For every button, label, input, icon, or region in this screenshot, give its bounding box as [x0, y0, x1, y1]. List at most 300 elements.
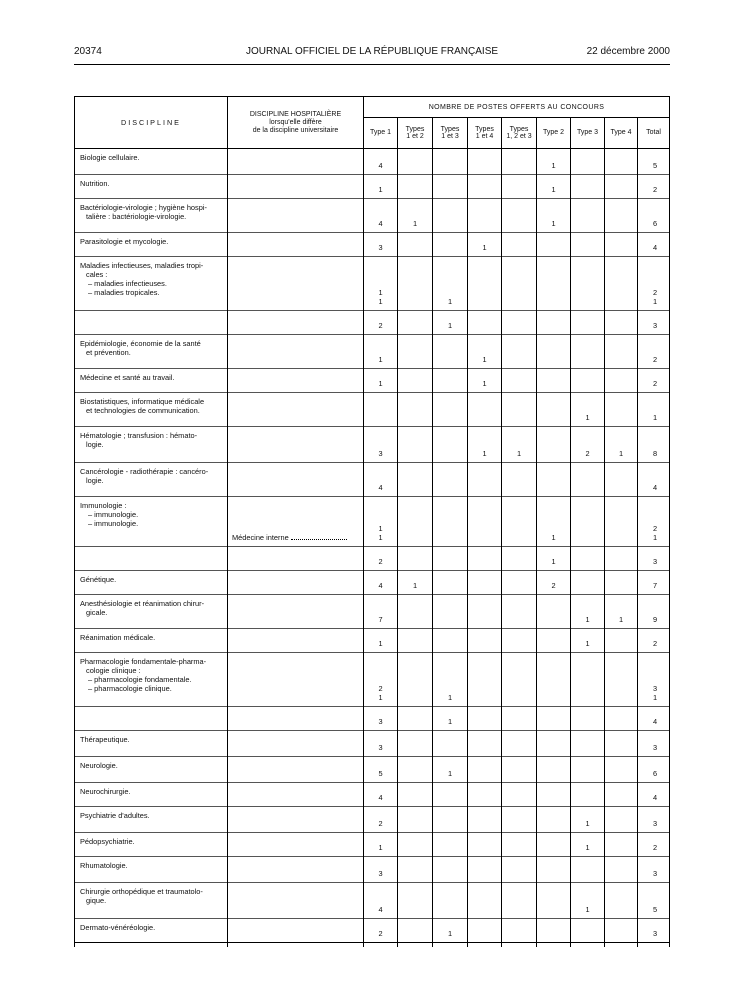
- discipline-text: Psychiatrie d'adultes.: [80, 811, 150, 820]
- count-cell: [468, 919, 502, 943]
- count-cell: 2: [364, 919, 398, 943]
- count-cell: 2: [364, 311, 398, 335]
- count-cell: [605, 497, 638, 547]
- count-cell: [571, 463, 605, 497]
- count-cell: [502, 547, 537, 571]
- discipline-text: Réanimation médicale.: [80, 633, 156, 642]
- count-cell: [433, 595, 468, 629]
- discipline-text: Médecine et santé au travail.: [80, 373, 175, 382]
- count-cell: [468, 731, 502, 757]
- count-cell: [502, 653, 537, 707]
- count-cell: [468, 595, 502, 629]
- column-header-line: Types: [405, 125, 425, 133]
- count-cell: [605, 571, 638, 595]
- column-header-2: [433, 118, 468, 149]
- count-cell: [537, 653, 571, 707]
- table-row: [75, 199, 670, 233]
- count-cell: 1: [364, 833, 398, 857]
- count-cell: [571, 311, 605, 335]
- column-header-3: [468, 118, 502, 149]
- count-cell: [571, 757, 605, 783]
- count-cell: [398, 653, 433, 707]
- count-cell: [398, 833, 433, 857]
- hospital-discipline-text: Médecine interne: [232, 533, 289, 542]
- total-cell: 3: [638, 731, 670, 757]
- column-header-line: Types: [440, 125, 460, 133]
- count-cell: [433, 393, 468, 427]
- count-cell: [433, 175, 468, 199]
- discipline-cell: [75, 731, 228, 757]
- count-cell: [571, 335, 605, 369]
- column-header-8: [638, 118, 670, 149]
- count-cell: 1: [398, 571, 433, 595]
- column-header-line: 1 et 2: [406, 133, 424, 140]
- table-row: [75, 629, 670, 653]
- discipline-cell: [75, 369, 228, 393]
- count-cell: [398, 393, 433, 427]
- count-cell: [398, 233, 433, 257]
- hospital-discipline-cell: [228, 571, 364, 595]
- count-cell: [502, 393, 537, 427]
- discipline-text: Parasitologie et mycologie.: [80, 237, 169, 246]
- count-cell: [502, 757, 537, 783]
- hospital-discipline-cell: [228, 595, 364, 629]
- discipline-text: gique.: [86, 896, 107, 905]
- hospital-discipline-cell: [228, 175, 364, 199]
- count-cell: 4: [364, 149, 398, 175]
- hospital-discipline-cell: [228, 497, 364, 547]
- count-cell: [571, 783, 605, 807]
- issue-date: 22 décembre 2000: [586, 46, 670, 57]
- count-cell: [605, 783, 638, 807]
- count-cell: [398, 463, 433, 497]
- count-cell: [605, 369, 638, 393]
- discipline-cell: [75, 311, 228, 335]
- count-cell: [468, 883, 502, 919]
- count-cell: [468, 199, 502, 233]
- count-cell: 1: [537, 547, 571, 571]
- count-cell: [605, 919, 638, 943]
- discipline-text: – maladies tropicales.: [88, 288, 160, 297]
- count-cell: [398, 175, 433, 199]
- count-cell: [502, 335, 537, 369]
- count-cell: 1: [364, 335, 398, 369]
- column-header-line: Type 1: [369, 129, 391, 137]
- count-cell: [537, 757, 571, 783]
- discipline-cell: [75, 629, 228, 653]
- discipline-cell: [75, 175, 228, 199]
- column-header-hospital-discipline: [228, 97, 364, 149]
- count-cell: [433, 369, 468, 393]
- count-cell: [398, 427, 433, 463]
- count-cell: 7: [364, 595, 398, 629]
- count-cell: [398, 497, 433, 547]
- count-cell: [502, 807, 537, 833]
- count-cell: 1: [605, 595, 638, 629]
- count-cell: [502, 311, 537, 335]
- column-header-line: Type 3: [576, 129, 598, 137]
- count-cell: 4: [364, 571, 398, 595]
- count-cell: [433, 731, 468, 757]
- total-cell: 6: [638, 757, 670, 783]
- count-cell: [398, 783, 433, 807]
- hosp-header-line-3: de la discipline universitaire: [252, 126, 339, 134]
- total-cell: 4: [638, 463, 670, 497]
- count-cell: [398, 731, 433, 757]
- count-cell: [605, 393, 638, 427]
- table-row: [75, 369, 670, 393]
- hospital-discipline-cell: [228, 653, 364, 707]
- total-cell: 3: [638, 807, 670, 833]
- discipline-cell: [75, 393, 228, 427]
- total-cell: 3: [638, 857, 670, 883]
- count-cell: [398, 311, 433, 335]
- count-cell: [398, 807, 433, 833]
- count-cell: 1: [605, 427, 638, 463]
- count-cell: [433, 427, 468, 463]
- count-cell: [605, 463, 638, 497]
- count-cell: [398, 335, 433, 369]
- hospital-discipline-cell: [228, 335, 364, 369]
- discipline-text: Dermato-vénéréologie.: [80, 923, 156, 932]
- table-row: [75, 427, 670, 463]
- discipline-cell: [75, 833, 228, 857]
- count-cell: [571, 199, 605, 233]
- count-cell: 1: [502, 427, 537, 463]
- count-cell: 1: [364, 629, 398, 653]
- discipline-cell: [75, 757, 228, 783]
- count-cell: [502, 707, 537, 731]
- count-cell: [433, 629, 468, 653]
- discipline-text: – immunologie.: [88, 519, 139, 528]
- count-cell: [502, 175, 537, 199]
- count-cell: 1: [537, 175, 571, 199]
- table-row: [75, 547, 670, 571]
- hospital-discipline-cell: [228, 833, 364, 857]
- count-cell: [537, 233, 571, 257]
- count-cell: 1: [468, 369, 502, 393]
- discipline-text: Génétique.: [80, 575, 117, 584]
- count-cell: [502, 883, 537, 919]
- count-cell: [502, 783, 537, 807]
- discipline-text: Nutrition.: [80, 179, 110, 188]
- hospital-discipline-cell: [228, 199, 364, 233]
- count-cell: [571, 857, 605, 883]
- count-cell: [433, 571, 468, 595]
- column-header-0: [364, 118, 398, 149]
- count-cell: 3: [364, 707, 398, 731]
- count-cell: [502, 369, 537, 393]
- count-cell: [398, 883, 433, 919]
- count-cell: [571, 571, 605, 595]
- count-cell: 4: [364, 783, 398, 807]
- total-cell: 8: [638, 427, 670, 463]
- count-cell: [605, 335, 638, 369]
- count-cell: [468, 757, 502, 783]
- count-cell: [537, 335, 571, 369]
- count-cell: [605, 149, 638, 175]
- column-header-line: Type 2: [542, 129, 564, 137]
- discipline-text: Biologie cellulaire.: [80, 153, 140, 162]
- count-cell: [571, 175, 605, 199]
- journal-title: JOURNAL OFFICIEL DE LA RÉPUBLIQUE FRANÇAISE: [245, 46, 499, 57]
- total-cell: 2: [638, 629, 670, 653]
- total-cell: 1: [638, 393, 670, 427]
- count-cell: [537, 783, 571, 807]
- count-cell: [433, 335, 468, 369]
- count-cell: 4: [364, 199, 398, 233]
- discipline-cell: [75, 783, 228, 807]
- count-cell: [468, 463, 502, 497]
- discipline-text: – pharmacologie clinique.: [88, 684, 172, 693]
- discipline-text: Thérapeutique.: [80, 735, 130, 744]
- total-cell: 2: [638, 175, 670, 199]
- count-cell: [605, 731, 638, 757]
- count-cell: 1: [468, 427, 502, 463]
- table-row: [75, 463, 670, 497]
- column-header-line: Types: [475, 125, 494, 133]
- count-cell: [502, 233, 537, 257]
- count-cell: 2 1: [364, 653, 398, 707]
- count-cell: [605, 233, 638, 257]
- count-cell: 1: [364, 175, 398, 199]
- count-cell: 1: [468, 335, 502, 369]
- count-cell: [605, 199, 638, 233]
- discipline-cell: [75, 707, 228, 731]
- column-header-7: [605, 118, 638, 149]
- count-cell: [433, 233, 468, 257]
- count-cell: [468, 653, 502, 707]
- page-number: 20374: [74, 46, 102, 57]
- count-cell: 1 1: [364, 497, 398, 547]
- hosp-header-line-1: DISCIPLINE HOSPITALIÈRE: [249, 110, 342, 118]
- table-row: [75, 731, 670, 757]
- hospital-discipline-cell: [228, 427, 364, 463]
- count-cell: 1: [537, 199, 571, 233]
- count-cell: [502, 857, 537, 883]
- count-cell: [468, 149, 502, 175]
- discipline-text: logie.: [86, 440, 104, 449]
- discipline-cell: [75, 149, 228, 175]
- discipline-cell: [75, 653, 228, 707]
- hosp-header-line-2: lorsqu'elle diffère: [269, 118, 322, 126]
- count-cell: 1: [571, 833, 605, 857]
- count-cell: 1: [571, 629, 605, 653]
- count-cell: 1: [571, 595, 605, 629]
- hospital-discipline-cell: [228, 919, 364, 943]
- count-cell: [433, 149, 468, 175]
- count-cell: [605, 757, 638, 783]
- count-cell: [398, 757, 433, 783]
- count-cell: [502, 595, 537, 629]
- count-cell: [537, 857, 571, 883]
- count-cell: [605, 629, 638, 653]
- count-cell: [502, 571, 537, 595]
- count-cell: [537, 707, 571, 731]
- count-cell: [537, 311, 571, 335]
- count-cell: [571, 149, 605, 175]
- discipline-cell: [75, 807, 228, 833]
- hospital-discipline-cell: [228, 393, 364, 427]
- total-cell: 9: [638, 595, 670, 629]
- count-cell: 1: [433, 707, 468, 731]
- discipline-cell: [75, 199, 228, 233]
- count-cell: [571, 257, 605, 311]
- hospital-discipline-cell: [228, 311, 364, 335]
- discipline-text: Epidémiologie, économie de la santé: [80, 339, 201, 348]
- column-header-5: [537, 118, 571, 149]
- table-row: [75, 707, 670, 731]
- count-cell: 1: [433, 311, 468, 335]
- total-cell: 2 1: [638, 497, 670, 547]
- count-cell: [433, 783, 468, 807]
- count-cell: [433, 463, 468, 497]
- count-cell: 1: [364, 369, 398, 393]
- total-cell: 2: [638, 369, 670, 393]
- count-cell: 1: [537, 497, 571, 547]
- discipline-text: et prévention.: [86, 348, 131, 357]
- count-cell: [502, 919, 537, 943]
- discipline-text: Cancérologie - radiothérapie : cancéro-: [80, 467, 209, 476]
- table-row: [75, 571, 670, 595]
- column-header-line: Total: [646, 129, 661, 137]
- discipline-cell: [75, 335, 228, 369]
- total-cell: 5: [638, 883, 670, 919]
- total-cell: 4: [638, 707, 670, 731]
- count-cell: [605, 175, 638, 199]
- count-cell: [502, 149, 537, 175]
- count-cell: [398, 149, 433, 175]
- count-cell: [468, 547, 502, 571]
- count-cell: [537, 919, 571, 943]
- count-cell: 1 1: [364, 257, 398, 311]
- table-row: [75, 919, 670, 943]
- discipline-text: Chirurgie orthopédique et traumatolo-: [80, 887, 203, 896]
- count-cell: [571, 707, 605, 731]
- count-cell: [537, 427, 571, 463]
- total-cell: 4: [638, 233, 670, 257]
- total-cell: 2: [638, 335, 670, 369]
- count-cell: [571, 497, 605, 547]
- page-header: [74, 46, 670, 60]
- column-header-line: Type 4: [610, 129, 632, 137]
- column-header-6: [571, 118, 605, 149]
- count-cell: [537, 257, 571, 311]
- count-cell: 1: [571, 807, 605, 833]
- count-cell: 2: [364, 807, 398, 833]
- discipline-text: Maladies infectieuses, maladies tropi-: [80, 261, 204, 270]
- hospital-discipline-cell: [228, 731, 364, 757]
- discipline-cell: [75, 857, 228, 883]
- count-cell: [605, 311, 638, 335]
- count-cell: 2: [364, 547, 398, 571]
- count-cell: 3: [364, 233, 398, 257]
- count-cell: [605, 883, 638, 919]
- discipline-text: Hématologie ; transfusion : hémato-: [80, 431, 198, 440]
- count-cell: 3: [364, 731, 398, 757]
- count-cell: 1: [468, 233, 502, 257]
- column-group-header: NOMBRE DE POSTES OFFERTS AU CONCOURS: [364, 97, 670, 118]
- discipline-text: Pharmacologie fondamentale-pharma-: [80, 657, 207, 666]
- count-cell: [468, 833, 502, 857]
- hospital-discipline-cell: [228, 369, 364, 393]
- count-cell: 4: [364, 463, 398, 497]
- discipline-text: talière : bactériologie-virologie.: [86, 212, 187, 221]
- hospital-discipline-cell: [228, 857, 364, 883]
- discipline-cell: [75, 463, 228, 497]
- table-row: [75, 257, 670, 311]
- total-cell: 5: [638, 149, 670, 175]
- count-cell: [398, 369, 433, 393]
- count-cell: [468, 497, 502, 547]
- total-cell: 2 1: [638, 257, 670, 311]
- discipline-cell: [75, 595, 228, 629]
- hospital-discipline-cell: [228, 257, 364, 311]
- count-cell: [537, 595, 571, 629]
- table-row: [75, 497, 670, 547]
- discipline-cell: [75, 257, 228, 311]
- column-header-line: Types: [509, 125, 529, 133]
- count-cell: [468, 311, 502, 335]
- total-cell: 7: [638, 571, 670, 595]
- count-cell: [571, 233, 605, 257]
- count-cell: [468, 783, 502, 807]
- count-cell: [433, 497, 468, 547]
- count-cell: [398, 257, 433, 311]
- count-cell: [605, 707, 638, 731]
- discipline-text: Immunologie :: [80, 501, 127, 510]
- table-row: [75, 807, 670, 833]
- count-cell: [433, 857, 468, 883]
- count-cell: [433, 199, 468, 233]
- count-cell: [433, 807, 468, 833]
- column-header-discipline: DISCIPLINE: [75, 97, 228, 149]
- count-cell: 1: [433, 257, 468, 311]
- count-cell: 1: [571, 883, 605, 919]
- hospital-discipline-cell: [228, 707, 364, 731]
- discipline-text: Rhumatologie.: [80, 861, 128, 870]
- count-cell: [605, 653, 638, 707]
- count-cell: 1: [571, 393, 605, 427]
- count-cell: [502, 629, 537, 653]
- table-row: [75, 311, 670, 335]
- count-cell: [537, 807, 571, 833]
- count-cell: [468, 629, 502, 653]
- count-cell: [571, 369, 605, 393]
- count-cell: [605, 547, 638, 571]
- count-cell: [502, 257, 537, 311]
- table-row: [75, 883, 670, 919]
- hospital-discipline-cell: [228, 547, 364, 571]
- discipline-cell: [75, 427, 228, 463]
- count-cell: [502, 731, 537, 757]
- count-cell: 3: [364, 427, 398, 463]
- count-cell: [398, 857, 433, 883]
- table-row: [75, 149, 670, 175]
- count-cell: 1: [433, 653, 468, 707]
- discipline-cell: [75, 547, 228, 571]
- discipline-text: logie.: [86, 476, 104, 485]
- total-cell: 3: [638, 547, 670, 571]
- hospital-discipline-cell: [228, 807, 364, 833]
- discipline-text: – immunologie.: [88, 510, 139, 519]
- discipline-cell: [75, 497, 228, 547]
- count-cell: [571, 731, 605, 757]
- table-row: [75, 175, 670, 199]
- discipline-text: cologie clinique :: [86, 666, 141, 675]
- count-cell: [537, 731, 571, 757]
- table-row: [75, 757, 670, 783]
